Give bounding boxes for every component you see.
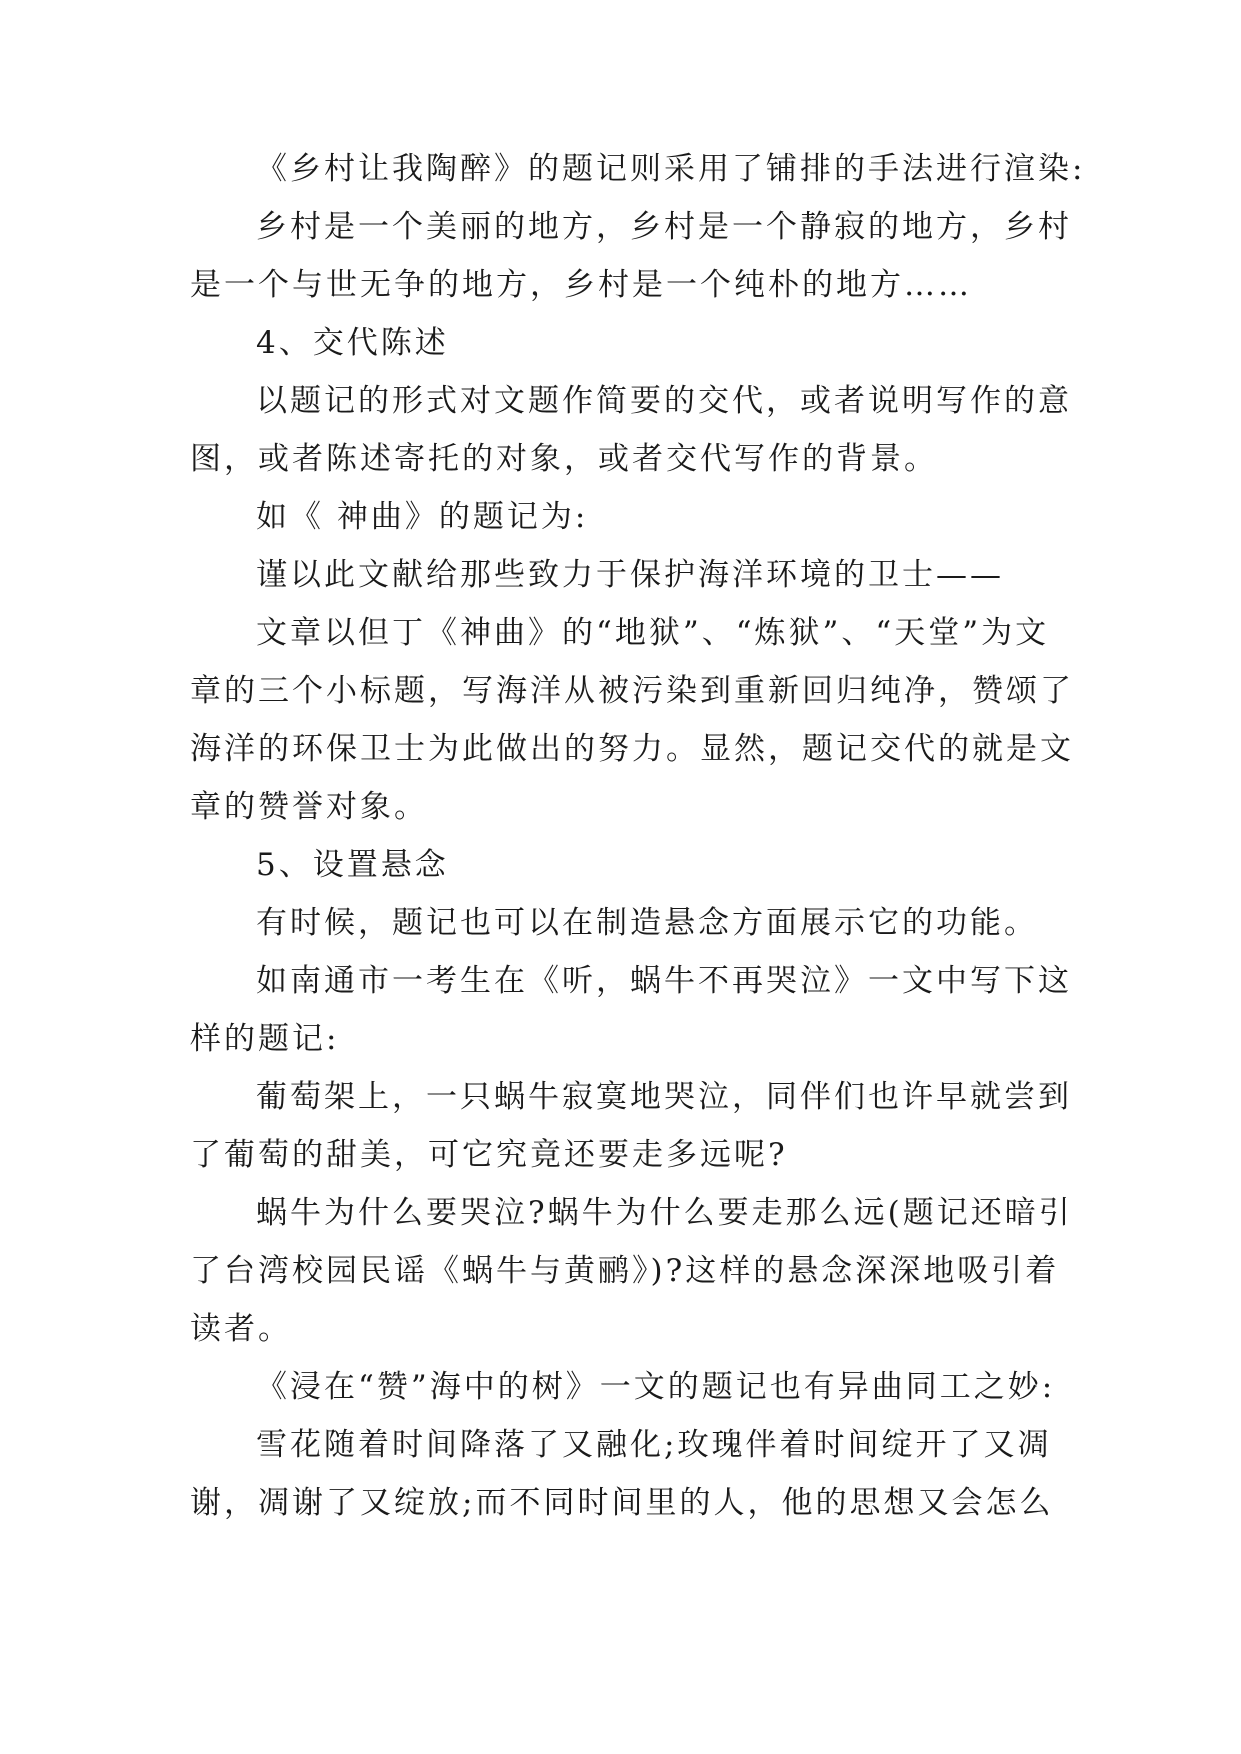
text-line: 章的三个小标题，写海洋从被污染到重新回归纯净，赞颂了 <box>190 673 1074 709</box>
text-line: 以题记的形式对文题作简要的交代，或者说明写作的意 <box>256 383 1072 419</box>
text-line: 蜗牛为什么要哭泣?蜗牛为什么要走那么远(题记还暗引 <box>256 1195 1073 1231</box>
text-line: 谢，凋谢了又绽放;而不同时间里的人，他的思想又会怎么 <box>190 1485 1054 1521</box>
text-line: 谨以此文献给那些致力于保护海洋环境的卫士—— <box>256 557 1004 593</box>
text-line: 图，或者陈述寄托的对象，或者交代写作的背景。 <box>190 441 938 477</box>
text-line: 乡村是一个美丽的地方，乡村是一个静寂的地方，乡村 <box>256 209 1072 245</box>
text-line: 读者。 <box>190 1311 292 1347</box>
text-line: 海洋的环保卫士为此做出的努力。显然，题记交代的就是文 <box>190 731 1074 767</box>
text-line: 如南通市一考生在《听，蜗牛不再哭泣》一文中写下这 <box>256 963 1072 999</box>
text-line: 《浸在“赞”海中的树》一文的题记也有异曲同工之妙: <box>256 1369 1056 1405</box>
text-line: 如《 神曲》的题记为: <box>256 499 589 535</box>
section-heading: 4、交代陈述 <box>256 325 449 361</box>
text-line: 有时候，题记也可以在制造悬念方面展示它的功能。 <box>256 905 1038 941</box>
text-line: 了葡萄的甜美，可它究竟还要走多远呢? <box>190 1137 788 1173</box>
text-line: 章的赞誉对象。 <box>190 789 428 825</box>
text-line: 文章以但丁《神曲》的“地狱”、“炼狱”、“天堂”为文 <box>256 615 1050 651</box>
text-line: 了台湾校园民谣《蜗牛与黄鹂》)?这样的悬念深深地吸引着 <box>190 1253 1060 1289</box>
text-line: 雪花随着时间降落了又融化;玫瑰伴着时间绽开了又凋 <box>256 1427 1052 1463</box>
text-line: 是一个与世无争的地方，乡村是一个纯朴的地方…… <box>190 267 972 303</box>
section-heading: 5、设置悬念 <box>256 847 449 883</box>
text-line: 《乡村让我陶醉》的题记则采用了铺排的手法进行渲染: <box>256 151 1086 187</box>
text-line: 葡萄架上，一只蜗牛寂寞地哭泣，同伴们也许早就尝到 <box>256 1079 1072 1115</box>
document-page <box>190 140 1086 1532</box>
text-line: 样的题记: <box>190 1021 340 1057</box>
